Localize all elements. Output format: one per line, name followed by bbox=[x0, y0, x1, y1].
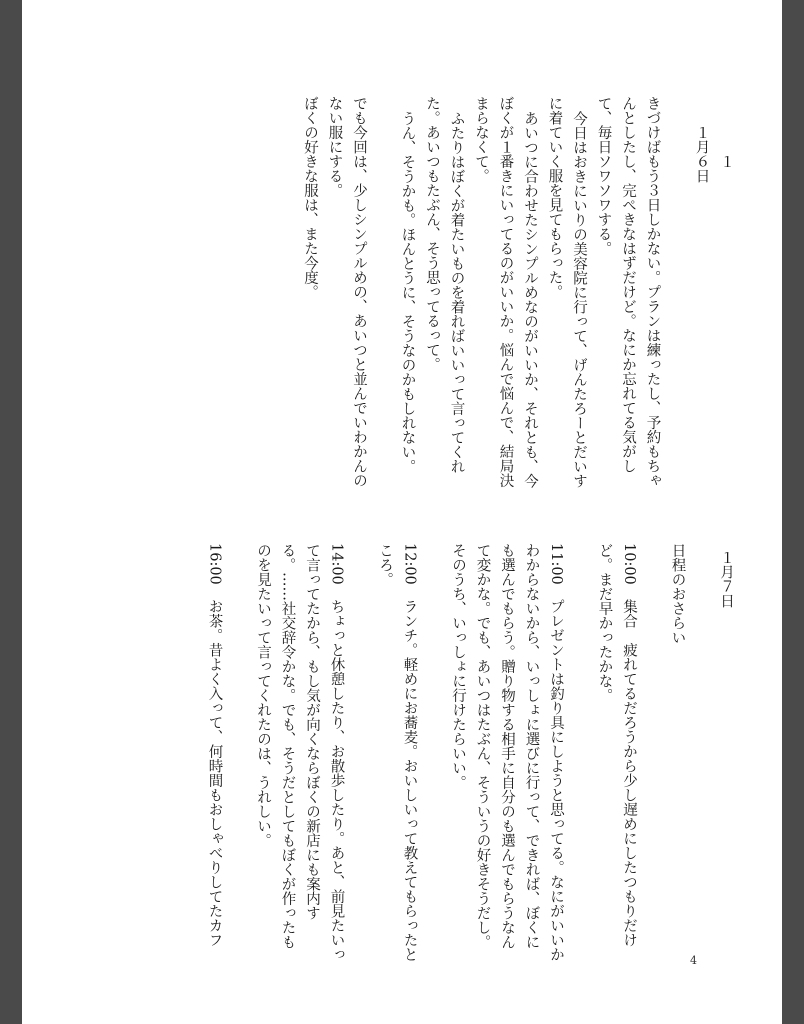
schedule-item: 12:00 ランチ。軽めにお蕎麦。おいしいって教えてもらったところ。 bbox=[377, 543, 418, 962]
entry-date: １月６日 bbox=[693, 125, 710, 183]
paragraph: きづけばもう３日しかない。プランは練ったし、予約もちゃんとしたし、完ぺきなはずだけど。なにか忘れてる気がして、毎日ソワソワする。 bbox=[595, 96, 661, 488]
schedule-item: 16:00 お茶。昔よく入って、何時間もおしゃべりしてたカフ bbox=[206, 543, 223, 948]
schedule-heading: 日程のおさらい bbox=[669, 543, 686, 645]
paragraph: あいつに合わせたシンプルめなのがいいか、それとも、今ぼくが１番きにいってるのがいいか。悩んで悩んで、結局決まらなくて。 bbox=[473, 96, 538, 488]
diary-entry-jan-7 bbox=[168, 543, 738, 963]
paragraph: でも今回は、少しシンプルめの、あいつと並んでいわかんのない服にする。 bbox=[326, 96, 367, 488]
entry-date: １月７日 bbox=[718, 550, 734, 609]
page-number: 4 bbox=[690, 954, 697, 967]
paragraph: 今日はおきにいりの美容院に行って、げんたろーとだいすに着ていく服を見てもらった。 bbox=[546, 96, 587, 488]
chapter-number: １ bbox=[718, 154, 734, 169]
schedule-item: 10:00 集合 疲れてるだろうから少し遅めにしたつもりだけど。まだ早かったかな。 bbox=[596, 543, 637, 948]
paragraph: うん、そうかも。ほんとうに、そうなのかもしれない。 bbox=[399, 110, 416, 473]
document-page bbox=[22, 0, 782, 1024]
schedule-item: 11:00 プレゼントは釣り具にしようと思ってる。なにがいいかわからないから、いっしょに選びに行って、できれば、ぼくにも選んでもらう。贈り物する相手に自分のも選んでもらうなんて変かな。でも、あいつはたぶん、そういうの好きそうだし。そのうち、いっしょに行けたらいい。 bbox=[450, 543, 564, 962]
diary-entry-jan-6 bbox=[218, 96, 738, 496]
paragraph: ぼくの好きな服は、また今度。 bbox=[302, 96, 318, 299]
paragraph: ふたりはぼくが着たいものを着ればいいって言ってくれた。あいつもたぶん、そう思ってるって。 bbox=[424, 96, 465, 473]
schedule-item: 14:00 ちょっと休憩したり、お散歩したり。あと、前見たいって言ってたから、もし気が向くならぼくの新店にも案内する。……社交辞令かな。でも、そうだとしてもぼくが作ったものを見たいって言ってくれたのは、うれしい。 bbox=[255, 543, 345, 962]
